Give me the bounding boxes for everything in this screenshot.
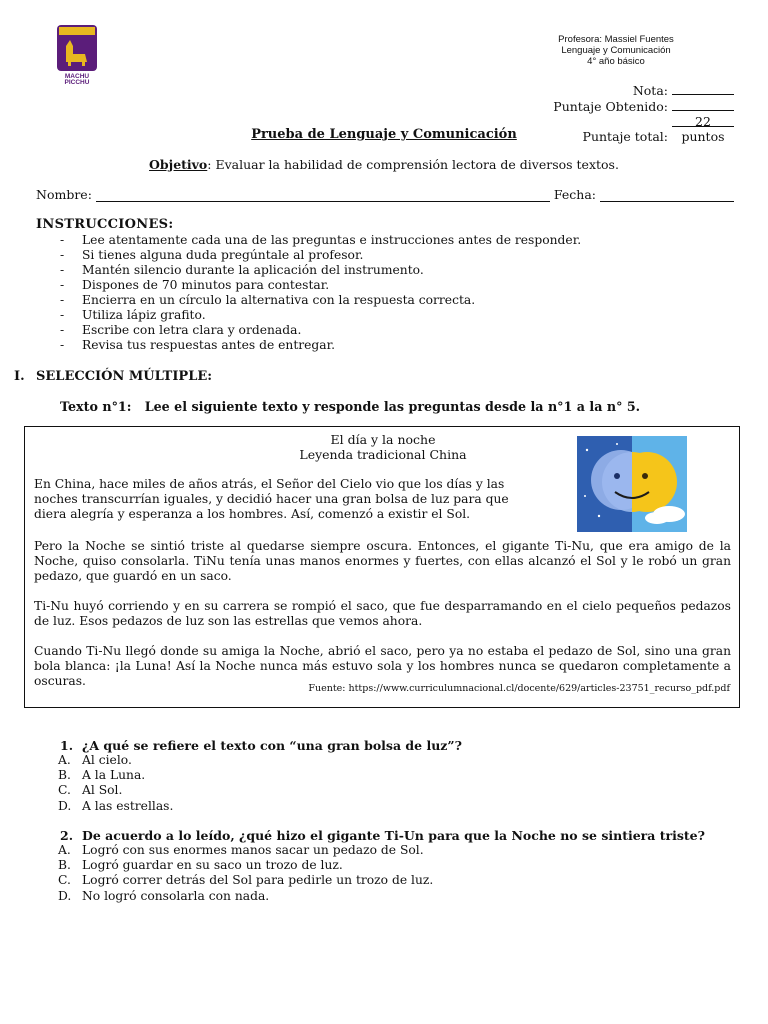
date-label: Fecha: [553,187,597,202]
option-c[interactable]: C. Logró correr detrás del Sol para pedirle un trozo de luz. [58,873,434,888]
question-1 [60,738,462,753]
reading-paragraph: Ti-Nu huyó corriendo y en su carrera se rompió el saco, que fue desparramando en el cielo pequeños pedazos de luz. Esos pedazos de luz son las estrellas que vemos ahora. [34,599,731,629]
test-title: Prueba de Lenguaje y Comunicación [251,127,517,142]
svg-text:MACHU: MACHU [64,73,90,80]
source-citation: Fuente: https://www.curriculumnacional.cl/docente/629/articles-23751_recurso_pdf.pdf [308,683,730,694]
instruction-item: - Dispones de 70 minutos para contestar. [60,278,581,293]
option-b[interactable]: B. Logró guardar en su saco un trozo de luz. [58,858,343,873]
option-a[interactable]: A. Al cielo. [58,753,132,767]
instructions-title: INSTRUCCIONES: [36,217,174,232]
reading-subtitle: Leyenda tradicional China [299,447,467,462]
question-2-options [60,843,433,904]
school-logo [56,24,98,86]
reading-paragraph: Pero la Noche se sintió triste al quedarse siempre oscura. Entonces, el gigante Ti-Nu, que era amigo de la Noche, quiso consolarla. TiNu tenía unas manos enormes y fuertes, con ellas alcanzó el Sol y le robó un gran pedazo, que guardó en un saco. [34,539,731,584]
instruction-item: - Utiliza lápiz grafito. [60,308,581,323]
reading-paragraph: Cuando Ti-Nu llegó donde su amiga la Noche, abrió el saco, pero ya no estaba el pedazo de Sol, sino una gran bola blanca: ¡la Luna! Así la Noche nunca más estuvo sola y los hombres nunca se quedaron completamente a oscuras. [34,644,731,689]
instruction-item: - Si tienes alguna duda pregúntale al profesor. [60,248,581,263]
instruction-item: - Mantén silencio durante la aplicación del instrumento. [60,263,581,278]
name-field[interactable] [96,188,550,202]
instruction-item: - Lee atentamente cada una de las preguntas e instrucciones antes de responder. [60,233,581,248]
puntaje-total-value: 22 puntos [672,114,734,127]
question-2 [60,828,705,843]
question-text: ¿A qué se refiere el texto con “una gran bolsa de luz”? [82,738,462,753]
instructions-list [60,233,581,353]
puntaje-obtenido-field[interactable] [672,98,734,111]
nota-field[interactable] [672,82,734,95]
grade-level: 4° año básico [587,56,645,67]
student-info-row [36,187,736,202]
question-number: 2. [60,828,74,843]
reading-paragraph: En China, hace miles de años atrás, el Señor del Cielo vio que los días y las noches transcurrían iguales, y decidió hacer una gran bolsa de luz para que diera alegría y esperanza a los hombres. Así, comenzó a existir el Sol. [34,477,509,522]
nota-label: Nota: [632,83,668,98]
option-b[interactable]: B. A la Luna. [58,768,146,783]
section-number: I. [14,369,25,384]
teacher-info [536,34,696,67]
objective [0,157,768,172]
puntaje-total-label: Puntaje total: [582,129,668,144]
instruction-item: - Revisa tus respuestas antes de entregar. [60,338,581,353]
sun-moon-image [577,436,687,532]
text-intro: Texto n°1: Lee el siguiente texto y responde las preguntas desde la n°1 a la n° 5. [60,399,641,414]
svg-text:PICCHU: PICCHU [64,79,90,86]
instruction-item: - Encierra en un círculo la alternativa con la respuesta correcta. [60,293,581,308]
section-heading [14,369,212,384]
option-a[interactable]: A. Logró con sus enormes manos sacar un pedazo de Sol. [58,843,424,857]
option-d[interactable]: D. A las estrellas. [58,798,174,813]
option-c[interactable]: C. Al Sol. [58,783,123,798]
option-d[interactable]: D. No logró consolarla con nada. [58,888,270,903]
question-number: 1. [60,738,74,753]
puntaje-obtenido-label: Puntaje Obtenido: [553,99,668,114]
objective-text: : Evaluar la habilidad de comprensión lectora de diversos textos. [207,157,619,172]
reading-title: El día y la noche [330,432,436,447]
teacher-name: Profesora: Massiel Fuentes [558,34,674,45]
name-label: Nombre: [36,187,92,202]
objective-label: Objetivo [149,157,208,172]
question-1-options [60,753,173,814]
section-title: SELECCIÓN MÚLTIPLE: [36,369,213,384]
date-field[interactable] [600,188,734,202]
subject-name: Lenguaje y Comunicación [561,45,671,56]
instruction-item: - Escribe con letra clara y ordenada. [60,323,581,338]
reading-box [24,426,740,708]
question-text: De acuerdo a lo leído, ¿qué hizo el gigante Ti-Un para que la Noche no se sintiera triste? [82,828,705,843]
